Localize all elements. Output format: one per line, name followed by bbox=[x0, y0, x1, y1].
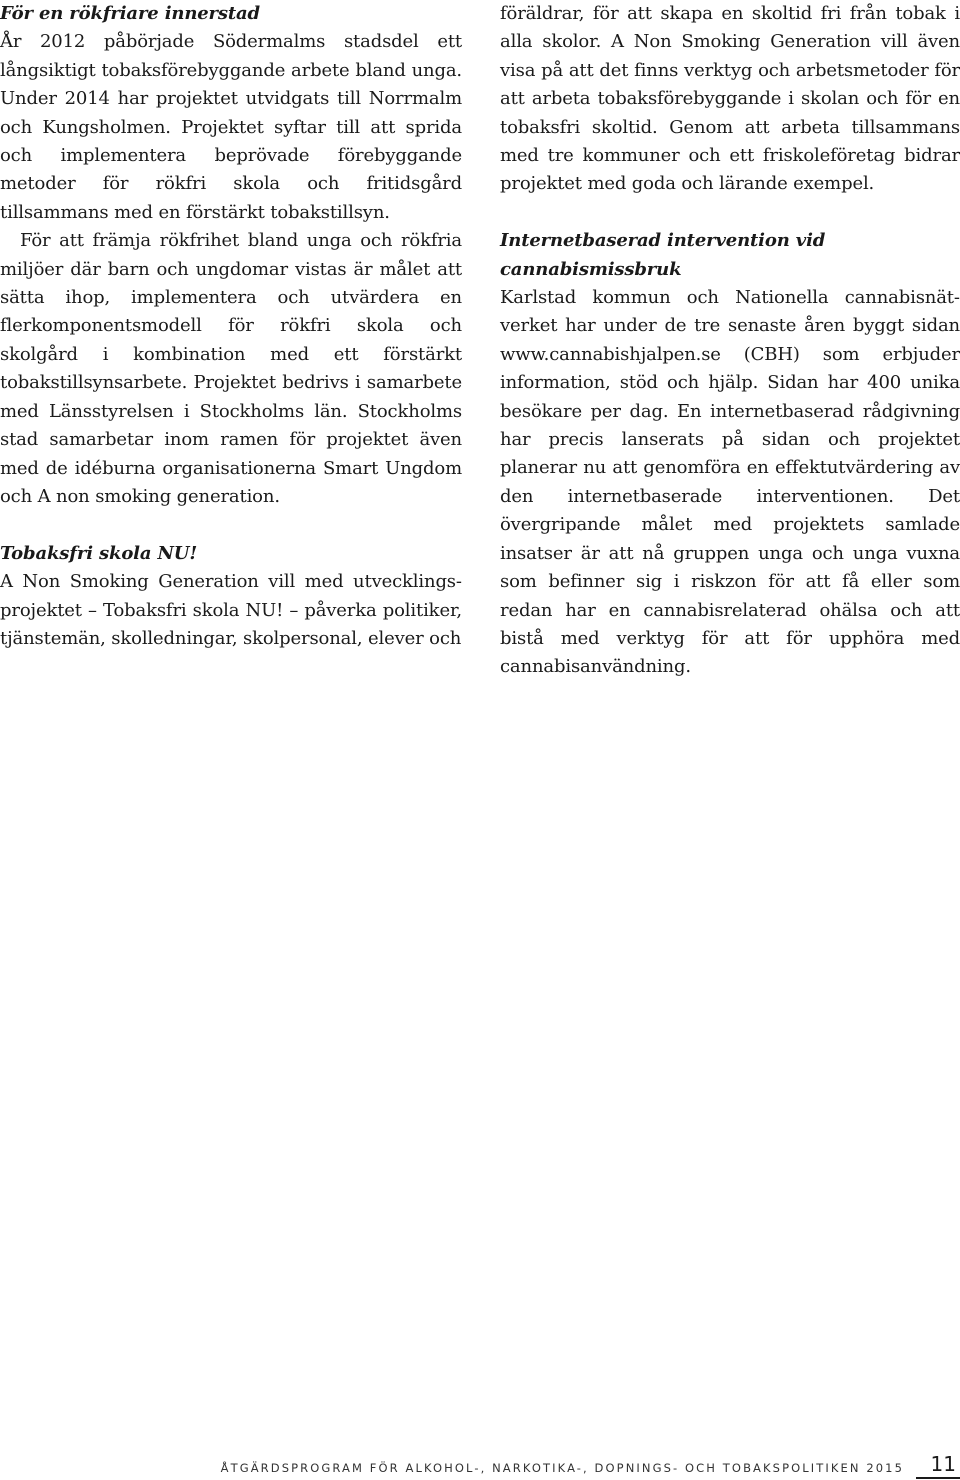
page-footer bbox=[0, 1452, 960, 1478]
page-number: 11 bbox=[930, 1452, 956, 1476]
left-column bbox=[0, 0, 462, 653]
body-paragraph: För att främja rökfrihet bland unga och rökfria miljöer där barn och ungdomar vistas är målet att sätta ihop, implementera och utvärdera en flerkomponentsmodell för rökfri skola och skolgård i kombination med ett förstärkt tobakstillsynsarbete. Projektet bedrivs i samarbete med Länsstyrelsen i Stockholms län. Stockholms stad samarbetar inom ramen för projektet även med de idéburna organisationerna Smart Ungdom och A non smoking generation. bbox=[0, 230, 462, 507]
body-paragraph: A Non Smoking Generation vill med utvecklingsprojektet – Tobaksfri skola NU! – påverka politiker, tjänstemän, skolledningar, skolpersonal, elever och bbox=[0, 571, 462, 649]
right-column bbox=[500, 0, 960, 682]
section-heading-tobaksfri-skola: Tobaksfri skola NU! bbox=[0, 542, 198, 564]
body-paragraph: År 2012 påbörjade Södermalms stadsdel ett långsiktigt tobaksförebyggande arbete bland unga. Under 2014 har projektet utvidgats till Norrmalm och Kungsholmen. Projektet syftar till att sprida och implementera beprövade förebyggande metoder för rökfri skola och fritidsgård tillsammans med en förstärkt tobakstillsyn. bbox=[0, 31, 462, 223]
publication-title: ÅTGÄRDSPROGRAM FÖR ALKOHOL-, NARKOTIKA-, DOPNINGS- OCH TOBAKSPOLITIKEN 2015 bbox=[220, 1461, 904, 1475]
body-paragraph: föräldrar, för att skapa en skoltid fri från tobak i alla skolor. A Non Smoking Generation vill även visa på att det finns verktyg och arbetsmetoder för att arbeta tobaksförebyggande i skolan och för en tobaksfri skoltid. Genom att arbeta tillsammans med tre kommuner och ett friskoleföretag bidrar projektet med goda och lärande exempel. bbox=[500, 3, 960, 195]
body-paragraph: Karlstad kommun och Nationella cannabisnätverket har under de tre senaste åren byggt sidan www.cannabishjalpen.se (CBH) som erbjuder information, stöd och hjälp. Sidan har 400 unika besökare per dag. En internetbaserad rådgivning har precis lanserats på sidan och projektet planerar nu att genomföra en effektutvärdering av den internetbaserade interventionen. Det övergripande målet med projektets samlade insatser är att nå gruppen unga och unga vuxna som befinner sig i riskzon för att få eller som redan har en cannabisrelaterad ohälsa och att bistå med verktyg för att för upphöra med cannabisanvändning. bbox=[500, 287, 960, 678]
section-heading-rokfriare-innerstad: För en rökfriare innerstad bbox=[0, 3, 260, 24]
section-heading-internetbaserad-intervention: Internetbaserad intervention vid cannabismissbruk bbox=[500, 230, 826, 280]
page-number-rule bbox=[916, 1477, 960, 1479]
